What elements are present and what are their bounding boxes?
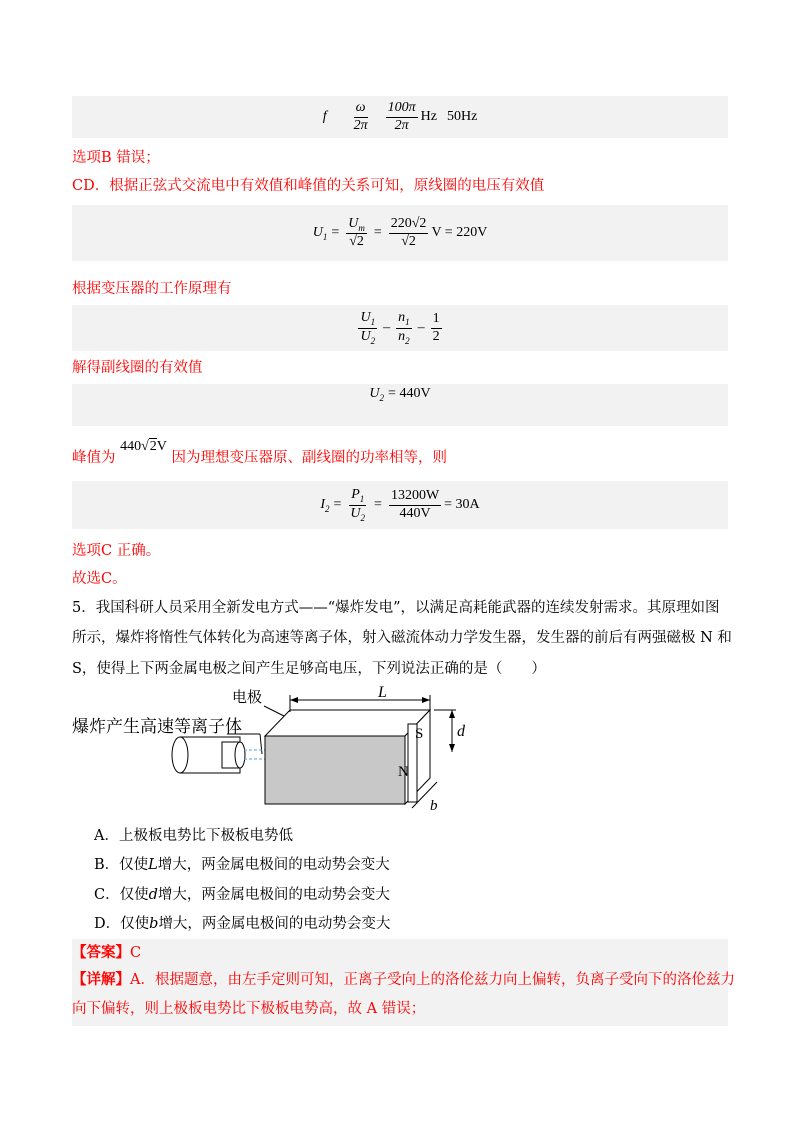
frac-den: 2π bbox=[353, 117, 368, 133]
formula-f-unit: Hz bbox=[420, 109, 437, 124]
option-a[interactable]: A．上极板电势比下极板电势低 bbox=[94, 828, 293, 844]
frac-num: 100π bbox=[386, 100, 418, 117]
plasma-leader-line-2 bbox=[260, 734, 262, 754]
text-peak-value: 峰值为 440√2V 因为理想变压器原、副线圈的功率相等，则 bbox=[72, 439, 448, 466]
arrow-d-bottom bbox=[449, 744, 455, 752]
question-5-line-2: 所示，爆炸将惰性气体转化为高速等离子体，射入磁流体动力学发生器，发生器的前后有两强磁极 N 和 bbox=[72, 630, 732, 646]
formula-u1: $U_1$ = $\frac{U_m}{√2}$ = $\frac{220√2}{√2}$ V = 220V bbox=[72, 205, 728, 261]
generator-diagram bbox=[72, 684, 492, 814]
generator-top-face bbox=[265, 710, 430, 736]
label-plasma: 爆炸产生高速等离子体 bbox=[72, 717, 242, 736]
option-b[interactable]: B．仅使L增大，两金属电极间的电动势会变大 bbox=[94, 857, 390, 873]
formula-u2 bbox=[72, 384, 728, 426]
text-solve-secondary: 解得副线圈的有效值 bbox=[72, 360, 203, 376]
arrow-l-right bbox=[422, 697, 430, 703]
fraction-um: $\frac{U_m}{√2}$ bbox=[348, 215, 365, 250]
option-c[interactable]: C．仅使d增大，两金属电极间的电动势会变大 bbox=[94, 887, 390, 903]
label-electrode: 电极 bbox=[232, 689, 263, 706]
formula-i2-result: = 30A bbox=[444, 497, 480, 512]
formula-u1-result: V = 220V bbox=[431, 225, 488, 240]
formula-u2-rhs: = 440V bbox=[388, 386, 431, 401]
formula-frequency bbox=[72, 96, 728, 138]
cylinder-end bbox=[172, 737, 188, 773]
arrow-l-left bbox=[290, 697, 298, 703]
formula-u2-lhs: $U_2$ bbox=[369, 386, 385, 403]
cylinder-front bbox=[235, 742, 245, 768]
fraction-n1-n2: $\frac{n_1}{n_2}$ bbox=[398, 310, 410, 346]
option-d[interactable]: D．仅使b增大，两金属电极间的电动势会变大 bbox=[94, 916, 391, 932]
formula-u1-lhs: $U_1$ bbox=[312, 224, 328, 242]
answer-block bbox=[72, 939, 728, 966]
answer-value: C bbox=[130, 945, 142, 961]
detail-line-1: 【详解】A．根据题意，由左手定则可知，正离子受向上的洛伦兹力向上偏转，负离子受向下的洛伦兹力 bbox=[72, 971, 735, 988]
arrow-d-top bbox=[449, 710, 455, 718]
fraction-omega bbox=[352, 100, 370, 133]
fraction-u1-u2: $\frac{U_1}{U_2}$ bbox=[360, 310, 376, 346]
formula-f-result: 50Hz bbox=[446, 109, 478, 124]
text-cd-explanation: CD．根据正弦式交流电中有效值和峰值的关系可知，原线圈的电压有效值 bbox=[72, 178, 545, 194]
label-n-pole: N bbox=[398, 764, 409, 780]
text-option-b-wrong: 选项B 错误； bbox=[72, 150, 160, 166]
formula-f-lhs: f bbox=[322, 109, 327, 124]
frac-den: 2π bbox=[394, 117, 409, 133]
answer-line bbox=[72, 943, 141, 963]
fraction-13200-440: $\frac{13200W}{440V}$ bbox=[390, 488, 440, 521]
answer-tag: 【答案】 bbox=[72, 944, 130, 961]
formula-ratio: $\frac{U_1}{U_2}$ – $\frac{n_1}{n_2}$ – $\frac{1}{2}$ bbox=[72, 305, 728, 351]
detail-block bbox=[72, 966, 735, 1026]
fraction-220root2: $\frac{220√2}{√2}$ bbox=[390, 216, 427, 249]
label-b: b bbox=[430, 798, 438, 814]
detail-line-2: 向下偏转，则上极板电势比下极板电势高，故 A 错误； bbox=[72, 1001, 426, 1017]
label-s-pole: S bbox=[415, 726, 424, 742]
question-5-line-3: S，使得上下两金属电极之间产生足够高电压，下列说法正确的是（ ） bbox=[72, 661, 546, 677]
peak-value-math: 440√2V bbox=[120, 439, 167, 454]
label-l: L bbox=[378, 684, 387, 701]
text-choose-c: 故选C。 bbox=[72, 571, 127, 587]
label-d: d bbox=[457, 723, 465, 740]
text-option-c-correct: 选项C 正确。 bbox=[72, 543, 161, 559]
text-transformer-principle: 根据变压器的工作原理有 bbox=[72, 281, 232, 297]
formula-i2: $I_2$ = $\frac{P_1}{U_2}$ = $\frac{13200W}{440V}$ = 30A bbox=[72, 481, 728, 529]
fraction-one-half: $\frac{1}{2}$ bbox=[432, 311, 440, 344]
question-5-line-1: 5．我国科研人员采用全新发电方式——“爆炸发电”，以满足高耗能武器的连续发射需求。其原理如图 bbox=[72, 600, 720, 616]
generator-front-face bbox=[265, 736, 405, 804]
frac-num: ω bbox=[354, 100, 368, 117]
fraction-100pi bbox=[386, 100, 418, 133]
fraction-p1-u2: $\frac{P_1}{U_2}$ bbox=[350, 487, 366, 523]
